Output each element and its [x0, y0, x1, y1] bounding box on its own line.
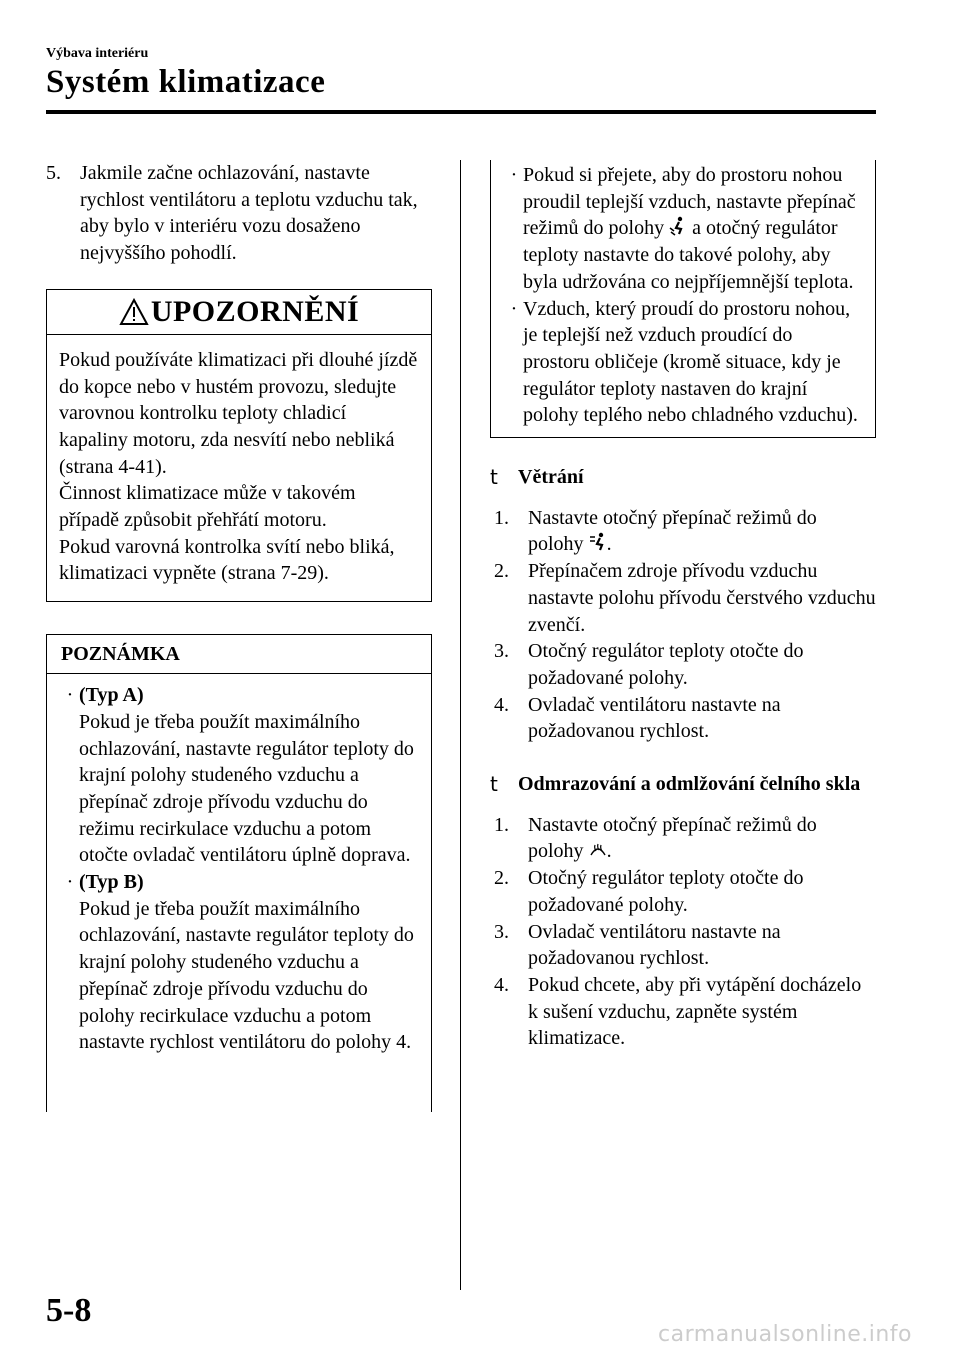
right-column [490, 160, 876, 1052]
left-column [46, 160, 432, 1112]
step-text: Ovladač ventilátoru nastavte na požadovanou rychlost. [528, 693, 781, 743]
step-number: 3. [494, 920, 509, 943]
step-text: Nastavte otočný přepínač režimů do polohy [528, 506, 817, 556]
note-bullet [505, 296, 863, 430]
step-number: 2. [494, 560, 509, 583]
step [494, 505, 876, 558]
bullet-dot: · [510, 297, 518, 320]
step-number: 4. [494, 693, 509, 716]
face-mode-icon [589, 532, 607, 552]
step-number: 3. [494, 640, 509, 663]
defrost-title: Odmrazování a odmlžování čelního skla [518, 773, 861, 796]
bullet-dot: · [66, 871, 74, 894]
bullet-dot: · [66, 684, 74, 707]
defrost-steps [490, 812, 876, 1052]
step-number: 1. [494, 506, 509, 529]
note-body [47, 674, 431, 1112]
step-text: Otočný regulátor teploty otočte do požadované polohy. [528, 867, 804, 916]
step-text: Přepínačem zdroje přívodu vzduchu nastavte polohu přívodu čerstvého vzduchu zvenčí. [528, 560, 876, 636]
step [494, 692, 876, 745]
note-bullet-text: Pokud je třeba použít maximálního ochlazování, nastavte regulátor teploty do krajní polohy studeného vzduchu a přepínač zdroje přívodu vzduchu do režimu recirkulace vzduchu a potom otočte ovladač ventilátoru úplně doprava. [79, 710, 414, 867]
note-bullet [61, 682, 417, 869]
step-number: 2. [494, 867, 509, 890]
note-bullet [505, 162, 863, 296]
caution-box [46, 289, 432, 602]
step-number: 1. [494, 813, 509, 836]
step-text: . [606, 840, 612, 863]
defrost-mode-icon [589, 841, 607, 859]
note-bullet-text: a otočný regulátor teploty nastavte do takové polohy, aby byla udržována co nejpříjemnější teplota. [523, 217, 854, 293]
step-text: Pokud chcete, aby při vytápění docházelo k sušení vzduchu, zapněte systém klimatizace. [528, 973, 862, 1050]
floor-mode-icon [669, 216, 687, 236]
page-title: Systém klimatizace [46, 64, 326, 100]
step [494, 865, 876, 918]
step-text: Ovladač ventilátoru nastavte na požadovanou rychlost. [528, 920, 781, 970]
step [494, 919, 876, 972]
step-text: Jakmile začne ochlazování, nastavte rychlost ventilátoru a teplotu vzduchu tak, aby bylo v interiéru vozu dosaženo nejvyššího pohodlí. [80, 162, 418, 265]
step [494, 638, 876, 691]
note-header: POZNÁMKA [47, 635, 431, 674]
note-box [46, 634, 432, 1112]
page-number: 5-8 [46, 1292, 92, 1329]
caution-header [47, 290, 431, 335]
bullet-dot: · [510, 164, 518, 186]
column-divider [460, 160, 461, 1290]
section-marker: t [490, 465, 498, 490]
caution-paragraph: Pokud varovná kontrolka svítí nebo bliká, klimatizaci vypněte (strana 7-29). [59, 535, 395, 585]
note-bullet [61, 869, 417, 1056]
warning-triangle-icon [119, 298, 149, 326]
section-label: Výbava interiéru [46, 46, 149, 61]
caution-paragraph: Pokud používáte klimatizaci při dlouhé jízdě do kopce nebo v hustém provozu, sledujte varovnou kontrolku teploty chladicí kapaliny motoru, zda nesvítí nebo nebliká (strana 4-41). [59, 348, 418, 478]
note-bullet-label: (Typ B) [79, 871, 144, 894]
note-bullet-text: Vzduch, který proudí do prostoru nohou, je teplejší než vzduch proudící do prostoru obličeje (kromě situace, kdy je regulátor teploty nastaven do krajní polohy teplého nebo chladného vzduchu). [523, 297, 858, 427]
step-number: 5. [46, 162, 61, 184]
step-text: Otočný regulátor teploty otočte do požadované polohy. [528, 640, 804, 689]
note-bullet-label: (Typ A) [79, 684, 144, 707]
defrost-heading [490, 771, 876, 798]
caution-body [47, 335, 431, 601]
vent-steps [490, 505, 876, 745]
step [494, 558, 876, 638]
note-box-continued [490, 160, 876, 438]
caution-title: UPOZORNĚNÍ [150, 294, 360, 328]
step-text: . [606, 533, 612, 556]
step-text: Nastavte otočný přepínač režimů do polohy [528, 813, 817, 863]
step-5 [46, 160, 432, 267]
step [494, 972, 876, 1052]
caution-paragraph: Činnost klimatizace může v takovém případě způsobit přehřátí motoru. [59, 482, 356, 532]
vent-title: Větrání [518, 466, 584, 489]
section-marker: t [490, 772, 498, 797]
step [494, 812, 876, 865]
watermark: carmanualsonline.info [658, 1322, 912, 1347]
header-rule [46, 110, 876, 114]
step-number: 4. [494, 973, 509, 996]
note-bullet-text: Pokud si přejete, aby do prostoru nohou proudil teplejší vzduch, nastavte přepínač režimů do polohy [523, 164, 856, 240]
vent-heading [490, 464, 876, 491]
note-bullet-text: Pokud je třeba použít maximálního ochlazování, nastavte regulátor teploty do krajní polohy studeného vzduchu a přepínač zdroje přívodu vzduchu do polohy recirkulace vzduchu a potom nastavte rychlost ventilátoru do polohy 4. [79, 897, 414, 1054]
